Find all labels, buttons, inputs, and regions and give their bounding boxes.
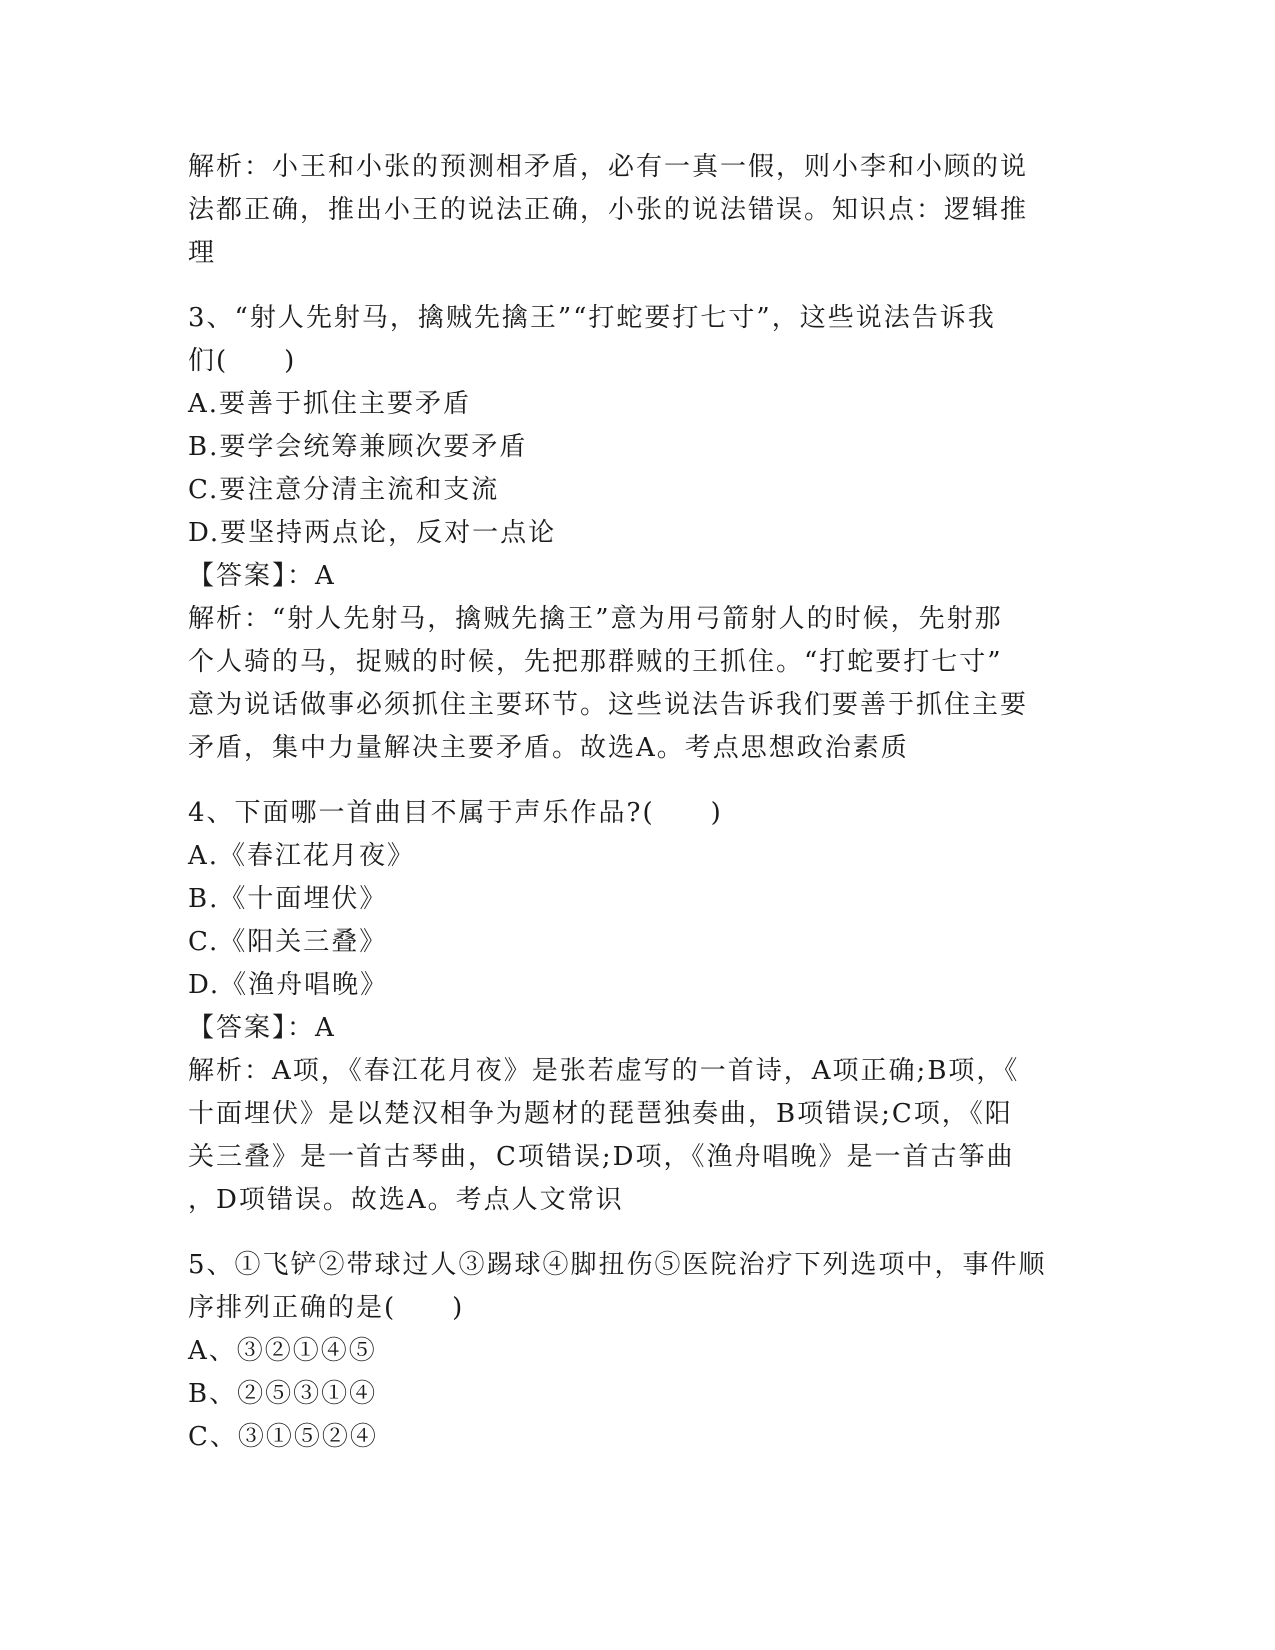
option-c: C.《阳关三叠》 xyxy=(188,927,388,957)
analysis-text: 解析：小王和小张的预测相矛盾，必有一真一假，则小李和小顾的说 xyxy=(188,152,1029,182)
question-4 xyxy=(188,792,1088,1222)
option-a: A.《春江花月夜》 xyxy=(188,841,416,871)
analysis-text: 解析：A项，《春江花月夜》是张若虚写的一首诗，A项正确;B项，《 xyxy=(188,1056,1020,1086)
analysis-text: ，D项错误。故选A。考点人文常识 xyxy=(188,1185,624,1215)
analysis-text: 解析：“射人先射马，擒贼先擒王”意为用弓箭射人的时候，先射那 xyxy=(188,604,1003,634)
analysis-text: 个人骑的马，捉贼的时候，先把那群贼的王抓住。“打蛇要打七寸” xyxy=(188,647,1003,677)
answer-label: 【答案】：A xyxy=(188,561,336,591)
option-d: D.《渔舟唱晚》 xyxy=(188,970,389,1000)
option-c: C.要注意分清主流和支流 xyxy=(188,475,500,505)
option-a: A、③②①④⑤ xyxy=(188,1336,377,1366)
analysis-text: 理 xyxy=(188,238,217,268)
option-d: D.要坚持两点论，反对一点论 xyxy=(188,518,557,548)
analysis-text: 意为说话做事必须抓住主要环节。这些说法告诉我们要善于抓住主要 xyxy=(188,690,1029,720)
option-b: B.要学会统筹兼顾次要矛盾 xyxy=(188,432,528,462)
analysis-text: 十面埋伏》是以楚汉相争为题材的琵琶独奏曲，B项错误;C项，《阳 xyxy=(188,1099,1013,1129)
question-5 xyxy=(188,1244,1088,1459)
option-b: B.《十面埋伏》 xyxy=(188,884,388,914)
question-stem: 3、“射人先射马，擒贼先擒王”“打蛇要打七寸”，这些说法告诉我 xyxy=(188,303,996,333)
analysis-text: 法都正确，推出小王的说法正确，小张的说法错误。知识点：逻辑推 xyxy=(188,195,1029,225)
question-2-analysis xyxy=(188,146,1088,275)
question-stem: 序排列正确的是( ) xyxy=(188,1293,465,1323)
document-page xyxy=(188,146,1088,1459)
question-3 xyxy=(188,297,1088,770)
analysis-text: 关三叠》是一首古琴曲，C项错误;D项，《渔舟唱晚》是一首古筝曲 xyxy=(188,1142,1015,1172)
answer-label: 【答案】：A xyxy=(188,1013,336,1043)
question-stem: 4、下面哪一首曲目不属于声乐作品?( ) xyxy=(188,798,723,828)
option-a: A.要善于抓住主要矛盾 xyxy=(188,389,472,419)
option-c: C、③①⑤②④ xyxy=(188,1422,378,1452)
analysis-text: 矛盾，集中力量解决主要矛盾。故选A。考点思想政治素质 xyxy=(188,733,909,763)
question-stem: 们( ) xyxy=(188,346,297,376)
option-b: B、②⑤③①④ xyxy=(188,1379,378,1409)
question-stem: 5、①飞铲②带球过人③踢球④脚扭伤⑤医院治疗下列选项中，事件顺 xyxy=(188,1250,1047,1280)
